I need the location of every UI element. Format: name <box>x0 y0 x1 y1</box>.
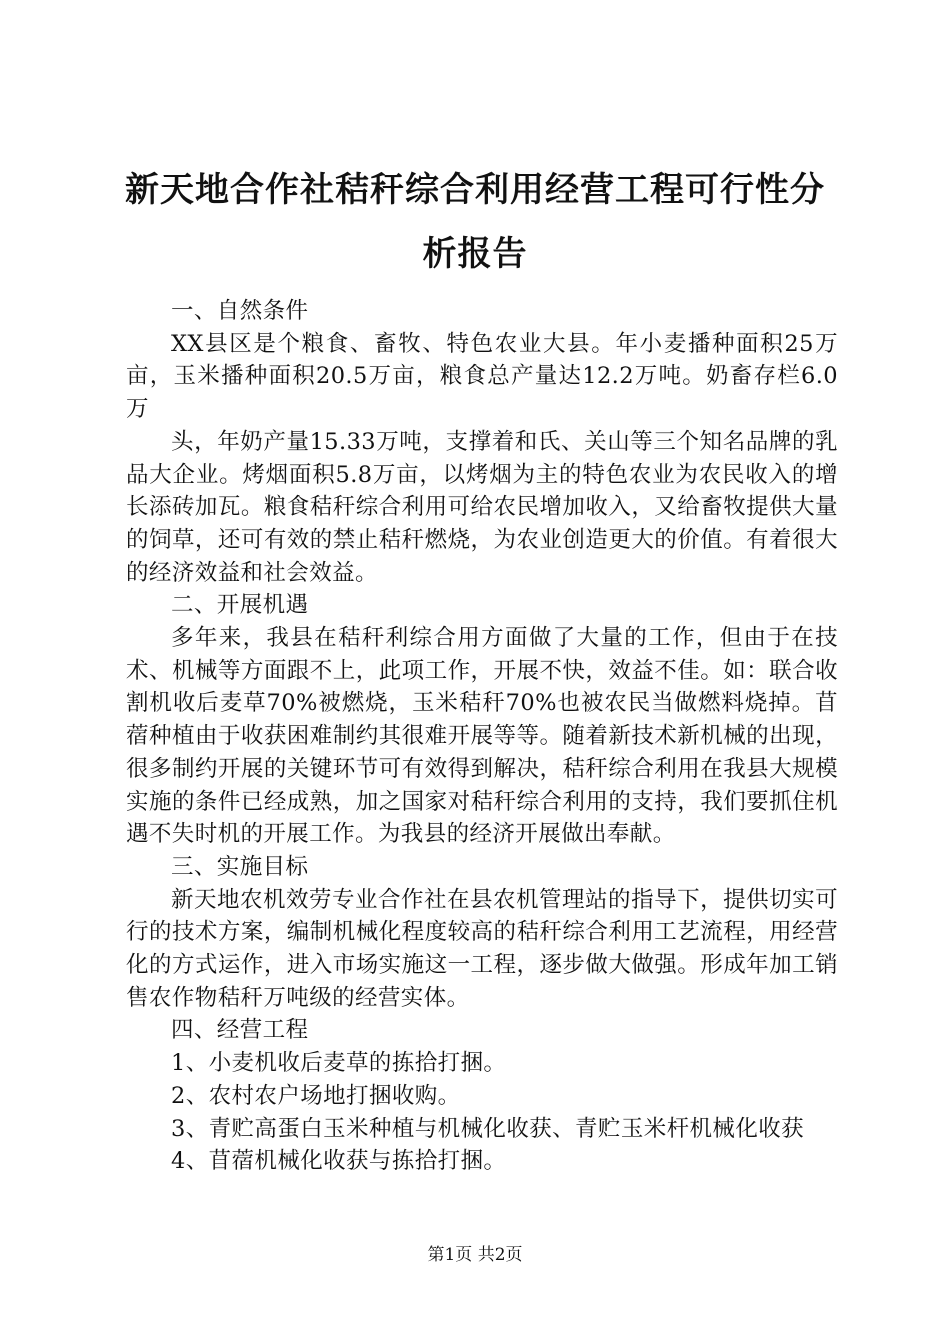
paragraph-county-overview: XX县区是个粮食、畜牧、特色农业大县。年小麦播种面积25万亩，玉米播种面积20.5万亩，粮食总产量达12.2万吨。奶畜存栏6.0万 <box>126 330 838 423</box>
document-title: 新天地合作社秸秆综合利用经营工程可行性分析报告 <box>125 170 825 274</box>
paragraph-goals: 新天地农机效劳专业合作社在县农机管理站的指导下，提供切实可行的技术方案，编制机械化程度较高的秸秆综合利用工艺流程，用经营化的方式运作，进入市场实施这一工程，逐步做大做强。形成年加工销售农作物秸秆万吨级的经营实体。 <box>126 886 838 1011</box>
section-heading-opportunity: 二、开展机遇 <box>171 592 309 619</box>
list-item-project-1: 1、小麦机收后麦草的拣拾打捆。 <box>171 1050 507 1077</box>
page-footer: 第1页 共2页 <box>427 1245 523 1265</box>
document-body <box>126 295 838 1178</box>
section-heading-natural-conditions: 一、自然条件 <box>171 298 309 324</box>
list-item-project-3: 3、青贮高蛋白玉米种植与机械化收获、青贮玉米杆机械化收获 <box>171 1115 805 1142</box>
paragraph-dairy-tobacco: 头，年奶产量15.33万吨，支撑着和氏、关山等三个知名品牌的乳品大企业。烤烟面积5.8万亩，以烤烟为主的特色农业为农民收入的增长添砖加瓦。粮食秸秆综合利用可给农民增加收入，又给畜牧提供大量的饲草，还可有效的禁止秸秆燃烧，为农业创造更大的价值。有着很大的经济效益和社会效益。 <box>126 428 838 586</box>
section-heading-projects: 四、经营工程 <box>171 1017 309 1044</box>
section-heading-goals: 三、实施目标 <box>171 853 309 880</box>
list-item-project-2: 2、农村农户场地打捆收购。 <box>171 1082 461 1109</box>
list-item-project-4: 4、苜蓿机械化收获与拣拾打捆。 <box>171 1148 507 1175</box>
paragraph-opportunity: 多年来，我县在秸秆利综合用方面做了大量的工作，但由于在技术、机械等方面跟不上，此项工作，开展不快，效益不佳。如：联合收割机收后麦草70%被燃烧，玉米秸秆70%也被农民当做燃料烧掉。苜蓿种植由于收获困难制约其很难开展等等。随着新技术新机械的出现，很多制约开展的关键环节可有效得到解决，秸秆综合利用在我县大规模实施的条件已经成熟，加之国家对秸秆综合利用的支持，我们要抓住机遇不失时机的开展工作。为我县的经济开展做出奉献。 <box>126 625 838 848</box>
